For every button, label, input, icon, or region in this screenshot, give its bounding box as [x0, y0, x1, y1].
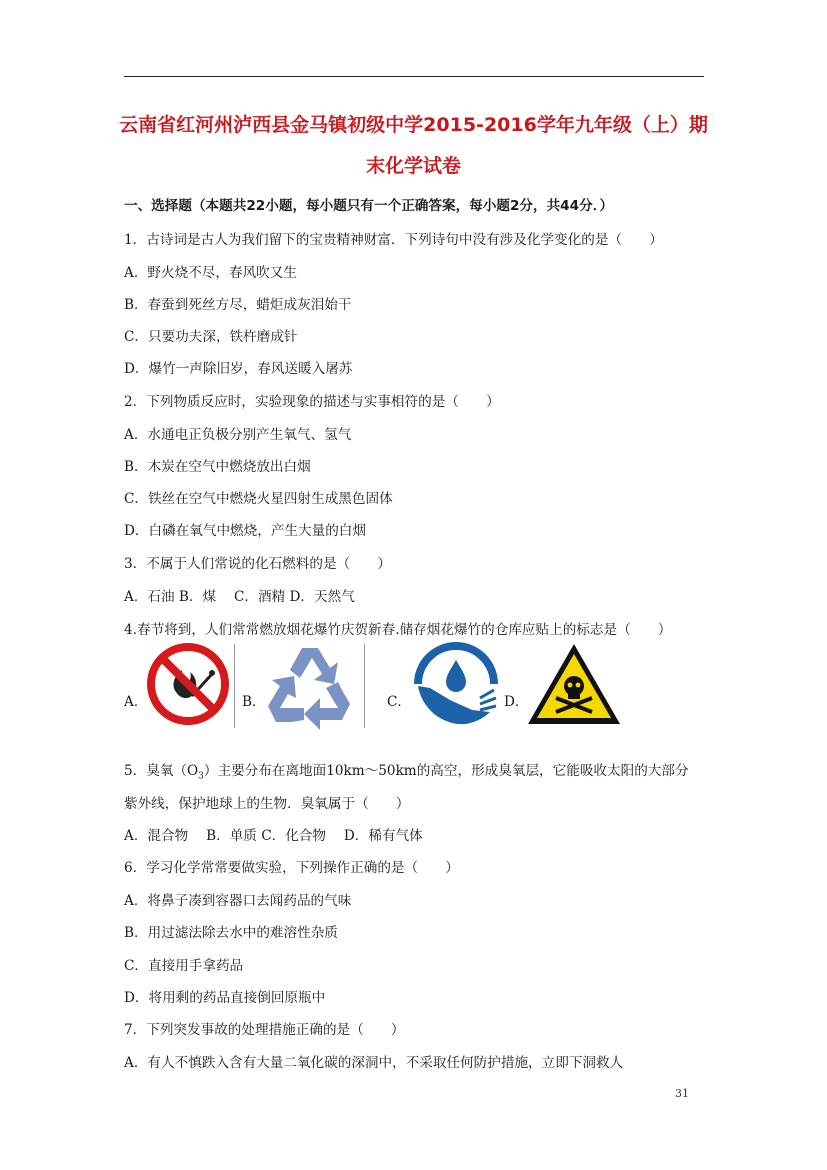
toxic-sign-icon	[524, 640, 624, 730]
q4-option-a-label: A．	[124, 694, 148, 710]
q4-stem: 4.春节将到，人们常常燃放烟花爆竹庆贺新春.储存烟花爆竹的仓库应贴上的标志是（ ）	[124, 622, 672, 638]
q4-option-c-label: C．	[387, 694, 411, 710]
q1-option-b: B．春蚕到死丝方尽，蜡炬成灰泪始干	[124, 297, 352, 313]
header-rule	[124, 76, 704, 77]
no-fire-sign-icon	[146, 640, 230, 728]
q2-option-a: A．水通电正负极分别产生氧气、氢气	[124, 427, 352, 443]
q1-option-c: C．只要功夫深，铁杵磨成针	[124, 329, 298, 345]
q6-option-c: C．直接用手拿药品	[124, 958, 244, 974]
q5-stem-line2: 紫外线，保护地球上的生物．臭氧属于（ ）	[124, 796, 410, 812]
q7-option-a: A．有人不慎跌入含有大量二氧化碳的深洞中，不采取任何防护措施，立即下洞救人	[124, 1055, 624, 1071]
q6-option-a: A．将鼻子凑到容器口去闻药品的气味	[124, 893, 352, 909]
q2-option-b: B．木炭在空气中燃烧放出白烟	[124, 459, 311, 475]
section-heading: 一、选择题（本题共22小题，每小题只有一个正确答案，每小题2分，共44分．）	[124, 198, 614, 214]
page-number: 31	[675, 1087, 689, 1100]
q5-stem-sub: 3	[198, 771, 204, 782]
q2-stem: 2．下列物质反应时，实验现象的描述与实事相符的是（ ）	[124, 394, 500, 410]
q3-stem: 3．不属于人们常说的化石燃料的是（ ）	[124, 556, 391, 572]
separator-line	[364, 644, 365, 728]
q4-sign-options	[124, 640, 684, 732]
recycle-sign-icon	[262, 640, 358, 732]
q5-options: A．混合物 B．单质 C．化合物 D．稀有气体	[124, 828, 423, 844]
q3-options: A．石油 B．煤 C．酒精 D．天然气	[124, 589, 355, 605]
q6-option-b: B．用过滤法除去水中的难溶性杂质	[124, 925, 338, 941]
q1-option-a: A．野火烧不尽，春风吹又生	[124, 265, 297, 281]
separator-line	[234, 644, 235, 728]
water-saving-sign-icon	[410, 640, 502, 732]
q4-option-d-label: D．	[504, 694, 529, 710]
q2-option-d: D．白磷在氧气中燃烧，产生大量的白烟	[124, 523, 366, 539]
q6-option-d: D．将用剩的药品直接倒回原瓶中	[124, 990, 326, 1006]
q5-stem	[124, 759, 689, 782]
q5-stem-pre: 5．臭氧（O	[124, 763, 199, 779]
q2-option-c: C．铁丝在空气中燃烧火星四射生成黑色固体	[124, 491, 393, 507]
q1-stem: 1．古诗词是古人为我们留下的宝贵精神财富．下列诗句中没有涉及化学变化的是（ ）	[124, 232, 663, 248]
q5-stem-post: ）主要分布在离地面10km～50km的高空，形成臭氧层，它能吸收太阳的大部分	[203, 763, 689, 779]
q1-option-d: D．爆竹一声除旧岁，春风送暖入屠苏	[124, 361, 353, 377]
exam-title-line2: 末化学试卷	[365, 155, 461, 177]
q6-stem: 6．学习化学常常要做实验，下列操作正确的是（ ）	[124, 860, 459, 876]
q7-stem: 7．下列突发事故的处理措施正确的是（ ）	[124, 1022, 405, 1038]
exam-title-line1: 云南省红河州泸西县金马镇初级中学2015-2016学年九年级（上）期	[119, 114, 708, 136]
q4-option-b-label: B．	[242, 694, 266, 710]
